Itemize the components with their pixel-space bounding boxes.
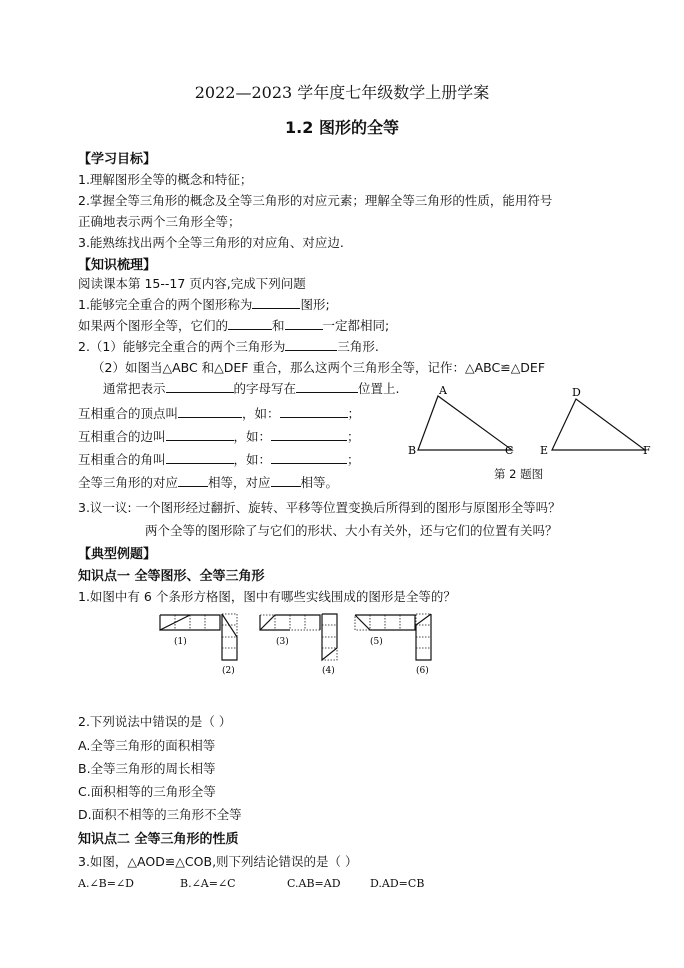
strip-label-3: (3) (276, 637, 289, 647)
strip-5 (355, 615, 415, 647)
blank-field[interactable] (271, 428, 347, 441)
knowledge-point-2: 知识点二 全等三角形的性质 (78, 832, 239, 847)
blank-field[interactable] (285, 338, 337, 351)
page-title: 2022—2023 学年度七年级数学上册学案 (194, 83, 490, 102)
example-1: 1.如图中有 6 个条形方格图，图中有哪些实线围成的图形是全等的？ (78, 589, 456, 604)
q1b-text: 如果两个图形全等，它们的 (78, 318, 229, 333)
example-3-option-d: D.AD=CB (370, 877, 425, 890)
example-3: 3.如图，△AOD≌△COB,则下列结论错误的是（ ） (78, 854, 358, 869)
q2a-text: 2.（1）能够完全重合的两个三角形为 (78, 339, 286, 354)
strip-label-2: (2) (222, 666, 235, 676)
side-text-end: ； (347, 429, 360, 444)
goal-item-2: 2.掌握全等三角形的概念及全等三角形的对应元素；理解全等三角形的性质，能用符号 (78, 193, 553, 208)
prop-text-mid: 相等，对应 (208, 475, 271, 490)
blank-field[interactable] (166, 380, 234, 393)
blank-field[interactable] (280, 405, 348, 418)
vertex-line (78, 404, 360, 422)
blank-field[interactable] (166, 428, 234, 441)
vertex-label-e: E (540, 444, 549, 457)
vertex-text: 互相重合的顶点叫 (78, 406, 179, 421)
blank-field[interactable] (296, 380, 358, 393)
blank-field[interactable] (252, 296, 300, 309)
q1b-text-mid: 和 (272, 318, 285, 333)
vertex-text-mid: ，如： (242, 406, 280, 421)
example-3-option-b: B.∠A=∠C (180, 877, 236, 890)
question-1a (78, 295, 330, 313)
strip-1 (160, 615, 220, 647)
knowledge-heading: 【知识梳理】 (78, 258, 157, 273)
vertex-label-b: B (408, 444, 417, 457)
strip-label-6: (6) (416, 666, 429, 676)
goals-heading: 【学习目标】 (78, 152, 157, 167)
example-2: 2.下列说法中错误的是（ ） (78, 714, 232, 729)
question-3a: 3.议一议: 一个图形经过翻折、旋转、平移等位置变换后所得到的图形与原图形全等吗？ (78, 500, 561, 515)
prop-text-end: 相等。 (300, 475, 339, 490)
strip-4 (322, 614, 337, 676)
strip-grids-figure (150, 610, 450, 680)
angle-text-mid: ，如： (233, 452, 272, 467)
goal-item-3: 3.能熟练找出两个全等三角形的对应角、对应边. (78, 235, 344, 250)
q2c-text-mid: 的字母写在 (233, 381, 297, 396)
blank-field[interactable] (271, 451, 347, 464)
knowledge-point-1: 知识点一 全等图形、全等三角形 (78, 569, 265, 584)
vertex-label-d: D (572, 386, 581, 399)
strip-label-1: (1) (174, 637, 187, 647)
example-3-option-c: C.AB=AD (287, 877, 341, 890)
question-3b: 两个全等的图形除了与它们的形状、大小有关外，还与它们的位置有关吗？ (145, 523, 558, 538)
q1a-text-end: 图形; (300, 297, 330, 312)
blank-field[interactable] (228, 317, 272, 330)
goal-item-1: 1.理解图形全等的概念和特征； (78, 172, 253, 187)
goal-item-2-cont: 正确地表示两个三角形全等； (78, 214, 241, 229)
question-2a (78, 337, 379, 355)
example-2-option-a: A.全等三角形的面积相等 (78, 738, 216, 753)
prop-text: 全等三角形的对应 (78, 475, 179, 490)
examples-heading: 【典型例题】 (78, 547, 157, 562)
side-text: 互相重合的边叫 (78, 429, 166, 444)
angle-text-end: ； (347, 452, 360, 467)
q1b-text-end: 一定都相同; (322, 318, 390, 333)
strip-6 (416, 614, 431, 676)
example-2-option-d: D.面积不相等的三角形不全等 (78, 807, 242, 822)
figure-caption: 第 2 题图 (494, 467, 544, 481)
page-subtitle: 1.2 图形的全等 (285, 118, 399, 137)
strip-3 (260, 615, 320, 647)
reading-intro: 阅读课本第 15--17 页内容,完成下列问题 (78, 276, 306, 291)
property-line (78, 473, 338, 491)
vertex-label-c: C (505, 444, 514, 457)
blank-field[interactable] (178, 474, 208, 487)
example-3-option-a: A.∠B=∠D (78, 877, 134, 890)
blank-field[interactable] (271, 474, 301, 487)
side-text-mid: ，如： (233, 429, 272, 444)
question-2b: （2）如图当△ABC 和△DEF 重合，那么这两个三角形全等，记作：△ABC≌△DEF (92, 360, 546, 375)
question-1b (78, 316, 389, 334)
vertex-label-f: F (643, 444, 651, 457)
q2c-text: 通常把表示 (103, 381, 166, 396)
blank-field[interactable] (166, 451, 234, 464)
blank-field[interactable] (178, 405, 242, 418)
vertex-text-end: ； (347, 406, 361, 421)
q2a-text-end: 三角形. (337, 339, 379, 354)
example-2-option-b: B.全等三角形的周长相等 (78, 761, 216, 776)
q2c-text-end: 位置上. (358, 381, 400, 396)
q1a-text: 1.能够完全重合的两个图形称为 (78, 297, 253, 312)
angle-text: 互相重合的角叫 (78, 452, 166, 467)
strip-2 (222, 614, 237, 676)
side-line (78, 427, 360, 445)
triangle-abc (418, 396, 512, 450)
vertex-label-a: A (439, 384, 447, 397)
strip-label-4: (4) (322, 666, 335, 676)
triangle-def (552, 399, 645, 450)
strip-label-5: (5) (370, 637, 383, 647)
angle-line (78, 450, 360, 468)
blank-field[interactable] (285, 317, 323, 330)
question-2c (103, 379, 400, 397)
example-2-option-c: C.面积相等的三角形全等 (78, 784, 216, 799)
